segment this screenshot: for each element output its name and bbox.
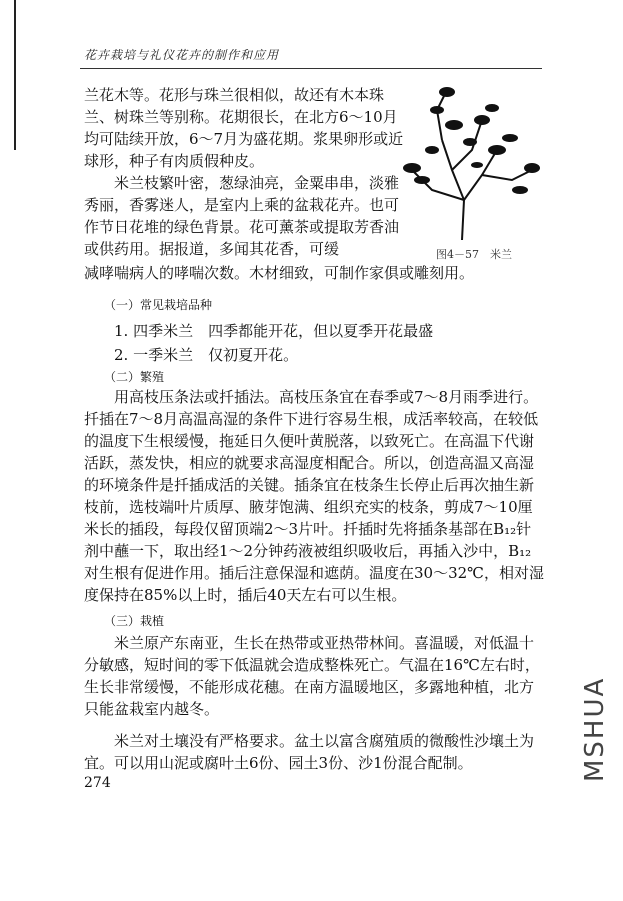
running-header: 花卉栽培与礼仪花卉的制作和应用: [84, 48, 280, 62]
mi-lan-plant-illustration: [392, 80, 542, 240]
section-heading-propagation: （二）繁殖: [104, 370, 165, 384]
paragraph-description: 米兰枝繁叶密，葱绿油亮，金粟串串，淡雅秀丽，香雾迷人，是室内上乘的盆栽花卉。也可作节日花堆的绿色背景。花可薰茶或提取芳香油或供药用。据报道，多闻其花香，可缓: [84, 174, 400, 258]
page-edge-line: [14, 0, 16, 150]
page-number: 274: [84, 775, 111, 791]
paragraph-intro: 兰花木等。花形与珠兰很相似，故还有木本珠兰、树珠兰等别称。花期很长，在北方6～10月均可陆续开放，6～7月为盛花期。浆果卵形或近球形，种子有肉质假种皮。: [84, 86, 404, 170]
section-heading-planting: （三）栽植: [104, 614, 165, 628]
watermark: MSHUA: [580, 676, 610, 782]
variety-item-1: 1. 四季米兰 四季都能开花，但以夏季开花最盛: [114, 322, 434, 340]
variety-item-2: 2. 一季米兰 仅初夏开花。: [114, 346, 299, 364]
figure-caption: 图4－57 米兰: [436, 248, 512, 261]
paragraph-soil: 米兰对土壤没有严格要求。盆土以富含腐殖质的微酸性沙壤土为宜。可以用山泥或腐叶土6份、园土3份、沙1份混合配制。: [84, 732, 535, 772]
section-heading-varieties: （一）常见栽培品种: [104, 298, 213, 312]
paragraph-propagation: 用高枝压条法或扦插法。高枝压条宜在春季或7～8月雨季进行。扦插在7～8月高温高湿的条件下进行容易生根，成活率较高，在较低的温度下生根缓慢，拖延日久便叶黄脱落，以致死亡。在高温下代谢活跃，蒸发快，相应的就要求高湿度相配合。所以，创造高温又高湿的环境条件是扦插成活的关键。插条宜在枝条生长停止后再次抽生新枝前，选枝端叶片质厚、腋芽饱满、组织充实的枝条，剪成7～10厘米长的插段，每段仅留顶端2～3片叶。扦插时先将插条基部在B₁₂针剂中蘸一下，取出经1～2分钟药液被组织吸收后，再插入沙中，B₁₂对生根有促进作用。插后注意保湿和遮荫。温度在30～32℃，相对湿度保持在85%以上时，插后40天左右可以生根。: [84, 388, 544, 604]
paragraph-description-cont: 减哮喘病人的哮喘次数。木材细致，可制作家俱或雕刻用。: [84, 264, 475, 282]
header-rule: [80, 68, 542, 69]
paragraph-planting: 米兰原产东南亚，生长在热带或亚热带林间。喜温暖，对低温十分敏感，短时间的零下低温就会造成整株死亡。气温在16℃左右时，生长非常缓慢，不能形成花穗。在南方温暖地区，多露地种植，北方只能盆栽室内越冬。: [84, 634, 540, 718]
